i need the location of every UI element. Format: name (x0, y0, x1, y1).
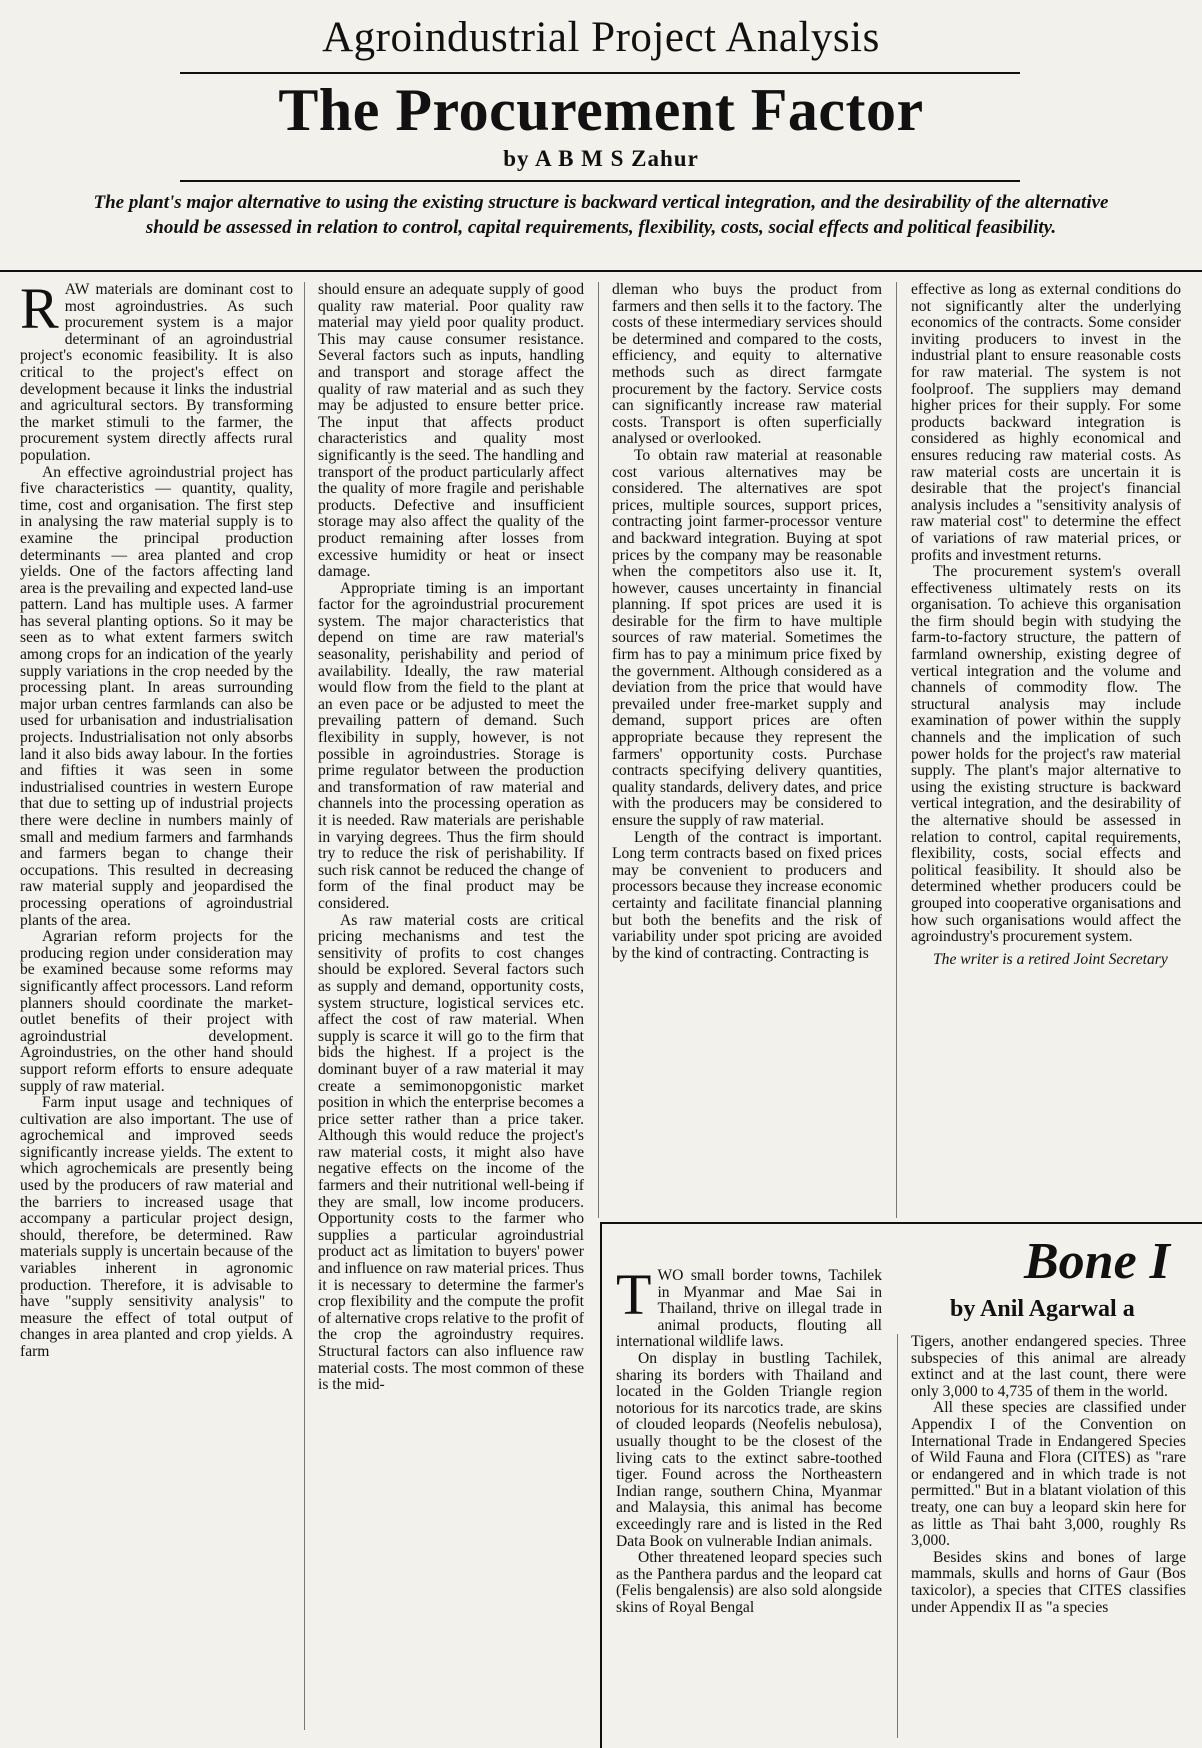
article-column-3 (612, 282, 882, 1210)
box-rule-top (600, 1222, 1202, 1224)
second-article-byline: by Anil Agarwal a (950, 1296, 1135, 1322)
column-rule (598, 282, 599, 1218)
drop-cap: T (616, 1268, 652, 1327)
deck: The plant's major alternative to using the existing structure is backward vertical integration, and the desirability of the alternative should be assessed in relation to control, capital requirements, flexibility, costs, social effects and political feasibility. (93, 192, 1109, 238)
writer-credit: The writer is a retired Joint Secretary (933, 950, 1168, 968)
paragraph: Agrarian reform projects for the producing region under consideration may be examined because some reforms may significantly affect processors. Land reform planners should coordinate the market-outlet benefits of their project with agroindustrial development. Agroindustries, on the other hand should support reform efforts to ensure adequate supply of raw material. (20, 928, 293, 1095)
paragraph: Length of the contract is important. Long term contracts based on fixed prices may be convenient to producers and processors because they increase economic certainty and facilitate financial planning but both the benefits and the risk of variability under spot pricing are avoided by the kind of contracting. Contracting is (612, 828, 882, 962)
paragraph: Farm input usage and techniques of cultivation are also important. The use of agrochemical and improved seeds significantly increase yields. The extent to which agrochemicals are presently being used by the producers of raw material and the barriers to increased usage that accompany a particular project design, should, therefore, be determined. Raw materials supply is uncertain because of the variables inherent in agronomic production. Therefore, it is advisable to have "supply sensitivity analysis" to measure the effect of total output of changes in area planted and crop yields. A farm (20, 1094, 293, 1360)
paragraph: TWO small border towns, Tachilek in Myanmar and Mae Sai in Thailand, thrive on illegal trade in animal products, flouting all international wildlife laws. (616, 1268, 882, 1351)
column-rule (896, 282, 897, 1218)
paragraph: should ensure an adequate supply of good quality raw material. Poor quality raw material may yield poor quality product. This may cause consumer resistance. Several factors such as inputs, handling and transport and storage affect the quality of raw material and as such they may be adjusted to ensure better price. The input that affects product characteristics and quality most significantly is the seed. The handling and transport of the product particularly affect the quality of more fragile and perishable products. Defective and insufficient storage may also affect the quality of the product remaining after losses from excessive humidity or heat or insect damage. (318, 282, 584, 581)
paragraph: The procurement system's overall effectiveness ultimately rests on its organisation. To achieve this organisation the firm should begin with studying the farm-to-factory structure, the pattern of farmland ownership, existing degree of vertical integration and the volume and channels of commodity flow. The structural analysis may include examination of power within the supply channels and the implication of such power holds for the project's raw material supply. The plant's major alternative to using the existing structure is backward vertical integration, and the desirability of the alternative should be assessed in relation to control, capital requirements, flexibility, costs, social effects and political feasibility. It should also be determined whether producers could be grouped into cooperative organisations and how such organisations would affect the agroindustry's procurement system. (911, 563, 1181, 946)
column-rule (897, 1334, 898, 1738)
paragraph: Besides skins and bones of large mammals, skulls and horns of Gaur (Bos taxicolor), a species that CITES classifies under Appendix II as "a species (911, 1548, 1186, 1616)
box-rule-left (600, 1222, 602, 1748)
second-article-column-2 (911, 1334, 1186, 1738)
section-kicker: Agroindustrial Project Analysis (322, 14, 880, 61)
paragraph: Tigers, another endangered species. Three subspecies of this animal are already extinct and at the last count, there were only 3,000 to 4,735 of them in the world. (911, 1334, 1186, 1400)
paragraph: RAW materials are dominant cost to most agroindustries. As such procurement system is a major determinant of an agroindustrial project's economic feasibility. It is also critical to the project's effect on development because it links the industrial and agricultural sectors. By transforming the market stimuli to the farmer, the procurement system directly affects rural population. (20, 282, 293, 464)
column-rule (304, 282, 305, 1730)
article-column-4 (911, 282, 1181, 1210)
rule-under-deck (0, 270, 1202, 272)
rule-under-byline (180, 180, 1020, 182)
paragraph: Appropriate timing is an important factor for the agroindustrial procurement system. The major characteristics that depend on time are raw material's seasonality, perishability and period of availability. Ideally, the raw material would flow from the field to the plant at an even pace or be adjusted to meet the prevailing pattern of demand. Such flexibility in supply, however, is not possible in agroindustries. Storage is prime regulator between the production and transformation of raw material and channels into the processing operation as it is needed. Raw materials are perishable in varying degrees. Thus the firm should try to reduce the risk of perishability. If such risk cannot be reduced the change of form of the final product may be considered. (318, 579, 584, 912)
paragraph: As raw material costs are critical pricing mechanisms and test the sensitivity of profits to cost changes should be explored. Several factors such as supply and demand, opportunity costs, system structure, logistical services etc. affect the cost of raw material. When supply is scarce it will go to the firm that bids the highest. If a project is the dominant buyer of a raw material it may create a semimonopgonistic market position in which the enterprise becomes a price setter rather than a price taker. Although this would reduce the project's raw material costs, it might also have negative effects on the income of the farmers and their nutritional well-being if they are small, low income producers. Opportunity costs to the farmer who supplies a particular agroindustrial product act as limitation to buyers' power and influence on raw material prices. Thus it is necessary to determine the farmer's crop flexibility and the compute the profit of alternative crops relative to the profit of the crop the agroindustry requires. Structural factors can also influence raw material costs. The most common of these is the mid- (318, 911, 584, 1394)
article-column-2 (318, 282, 584, 1730)
paragraph: An effective agroindustrial project has five characteristics — quantity, quality, time, cost and organisation. The first step in analysing the raw material supply is to examine the principal production determinants — area planted and crop yields. One of the factors affecting land area is the prevailing and expected land-use pattern. Land has multiple uses. A farmer has several planting options. So it may be seen as to what extent farmers switch among crops for an indication of the yearly supply variations in the crop needed by the processing plant. In areas surrounding major urban centres farmlands can also be used for urbanisation and industrialisation projects. Industrialisation not only absorbs land it also bids away labour. In the forties and fifties it was seen in some industrialised countries in western Europe that due to setting up of industrial projects there were decline in numbers mainly of small and medium farmers and farmhands and farmers began to change their occupations. This resulted in decreasing raw material supply and jeopardised the processing operations of agroindustrial plants of the area. (20, 463, 293, 929)
paragraph: dleman who buys the product from farmers and then sells it to the factory. The costs of these intermediary services should be determined and compared to the costs, efficiency, and equity to alternative methods such as direct farmgate procurement by the factory. Service costs can significantly increase raw material costs. Transport is often superficially analysed or overlooked. (612, 282, 882, 448)
paragraph: Other threatened leopard species such as the Panthera pardus and the leopard cat (Felis bengalensis) are also sold alongside skins of Royal Bengal (616, 1549, 882, 1616)
byline: by A B M S Zahur (503, 146, 699, 171)
second-article-title: Bone I (1024, 1233, 1170, 1290)
paragraph: All these species are classified under Appendix I of the Convention on International Trade in Endangered Species of Wild Fauna and Flora (CITES) as "rare or endangered and in which trade is not permitted." But in a blatant violation of this treaty, one can buy a leopard skin here for as little as Thai baht 3,000, roughly Rs 3,000. (911, 1399, 1186, 1550)
paragraph: On display in bustling Tachilek, sharing its borders with Thailand and located in the Golden Triangle region notorious for its narcotics trade, are skins of clouded leopards (Neofelis nebulosa), usually thought to be the closest of the living cats to the extinct sabre-toothed tiger. Found across the Northeastern Indian range, southern China, Myanmar and Malaysia, this animal has become exceedingly rare and is listed in the Red Data Book on vulnerable Indian animals. (616, 1349, 882, 1550)
headline: The Procurement Factor (278, 77, 924, 143)
paragraph: To obtain raw material at reasonable cost various alternatives may be considered. The alternatives are spot prices, multiple sources, support prices, contracting joint farmer-processor venture and backward integration. Buying at spot prices by the company may be reasonable when the competitors also use it. It, however, causes uncertainty in financial planning. If spot prices are used it is desirable for the firm to have multiple sources of raw material. Sometimes the firm has to pay a minimum price fixed by the government. Although considered as a deviation from the price that would have prevailed under free-market supply and demand, support prices are often appropriate because they represent the farmers' opportunity costs. Purchase contracts specifying delivery quantities, quality standards, delivery dates, and price with the producers may be considered to ensure the supply of raw material. (612, 446, 882, 829)
article-column-1 (20, 282, 293, 1730)
paragraph: effective as long as external conditions do not significantly alter the underlying economics of the contracts. Some consider inviting producers to invest in the industrial plant to ensure reasonable costs for raw material. The system is not foolproof. The suppliers may demand higher prices for their supply. For some products backward integration is considered as highly economical and ensures reducing raw material costs. As raw material costs are uncertain it is desirable that the project's financial analysis includes a "sensitivity analysis of raw material cost" to determine the effect of variations of raw material prices, or profits and investment returns. (911, 282, 1181, 564)
drop-cap: R (20, 282, 59, 341)
second-article-column-1 (616, 1268, 882, 1738)
